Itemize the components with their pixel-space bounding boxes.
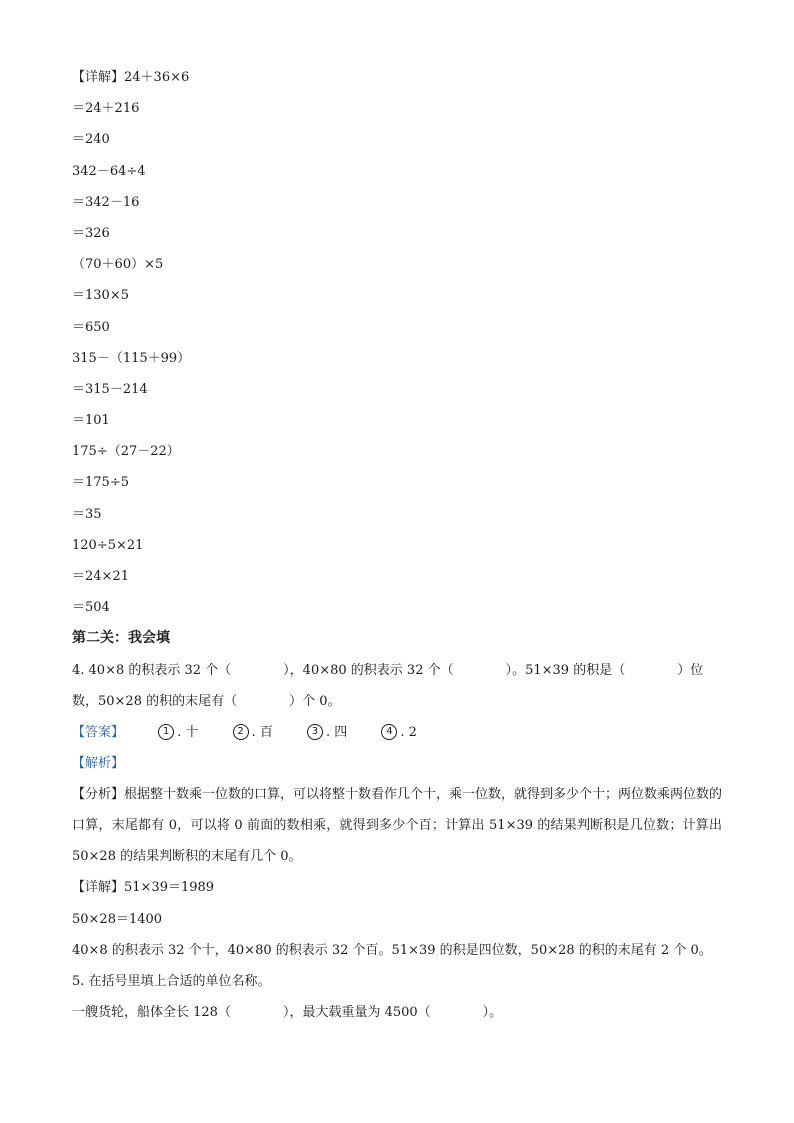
calc-line: 120÷5×21 [72, 537, 144, 553]
answer-item-3 [307, 717, 347, 748]
calc-line: ＝650 [72, 319, 110, 335]
answer-value: . 2 [400, 724, 417, 740]
answer-item-1 [158, 717, 198, 748]
calc-line: ＝24＋216 [72, 101, 140, 117]
answer-item-4 [381, 717, 417, 748]
answer-value: . 百 [251, 724, 273, 740]
q4-text-line2: 数，50×28 的积的末尾有（ ）个 0。 [72, 693, 341, 709]
circled-number: 2 [233, 724, 249, 740]
calc-line: （70＋60）×5 [72, 257, 164, 273]
calc-line: ＝315－214 [72, 381, 148, 397]
q4-answer-row [72, 717, 722, 748]
analysis-text: 【分析】根据整十数乘一位数的口算，可以将整十数看作几个十，乘一位数，就得到多少个十；两位数乘两位数的口算，末尾都有 0，可以将 0 前面的数相乘，就得到多少个百；计算出 51×39 的结果判断积是几位数；计算出 50×28 的结果判断积的末尾有几个 0。 [72, 787, 723, 865]
q4-text-line1: 4. 40×8 的积表示 32 个（ ），40×80 的积表示 32 个（ ）。51×39 的积是（ ）位 [72, 662, 704, 678]
q4-detail-line-3: 40×8 的积表示 32 个十，40×80 的积表示 32 个百。51×39 的积是四位数，50×28 的积的末尾有 2 个 0。 [72, 942, 712, 958]
calc-line: ＝326 [72, 225, 110, 241]
calc-line: ＝175÷5 [72, 475, 129, 491]
calc-line: ＝130×5 [72, 288, 129, 304]
calc-line: 342－64÷4 [72, 163, 146, 179]
answer-item-2 [233, 717, 273, 748]
calc-line: 175÷（27－22） [72, 444, 180, 460]
q4-detail-line-2: 50×28＝1400 [72, 911, 163, 927]
detail-intro: 【详解】24＋36×6 [72, 70, 190, 85]
q5-line: 一艘货轮，船体全长 128（ ），最大载重量为 4500（ ）。 [72, 1005, 503, 1021]
circled-number: 4 [381, 724, 397, 740]
calc-line: ＝101 [72, 413, 110, 429]
calc-line: 315－（115＋99） [72, 350, 191, 366]
calculation-steps [72, 93, 722, 623]
circled-number: 1 [158, 724, 174, 740]
q4-detail-line-1: 【详解】51×39＝1989 [72, 880, 215, 896]
calc-line: ＝35 [72, 506, 102, 522]
answer-value: . 四 [325, 724, 348, 740]
analysis-label: 【解析】 [72, 756, 125, 772]
calc-line: ＝240 [72, 132, 110, 148]
calc-line: ＝342－16 [72, 194, 140, 210]
document-page [72, 62, 722, 1028]
circled-number: 3 [307, 724, 323, 740]
calc-line: ＝24×21 [72, 569, 129, 584]
answer-value: . 十 [177, 724, 199, 740]
section-heading: 第二关：我会填 [72, 630, 170, 647]
answer-label: 【答案】 [72, 724, 125, 740]
calc-line: ＝504 [72, 600, 110, 616]
q5-title: 5. 在括号里填上合适的单位名称。 [72, 973, 271, 989]
